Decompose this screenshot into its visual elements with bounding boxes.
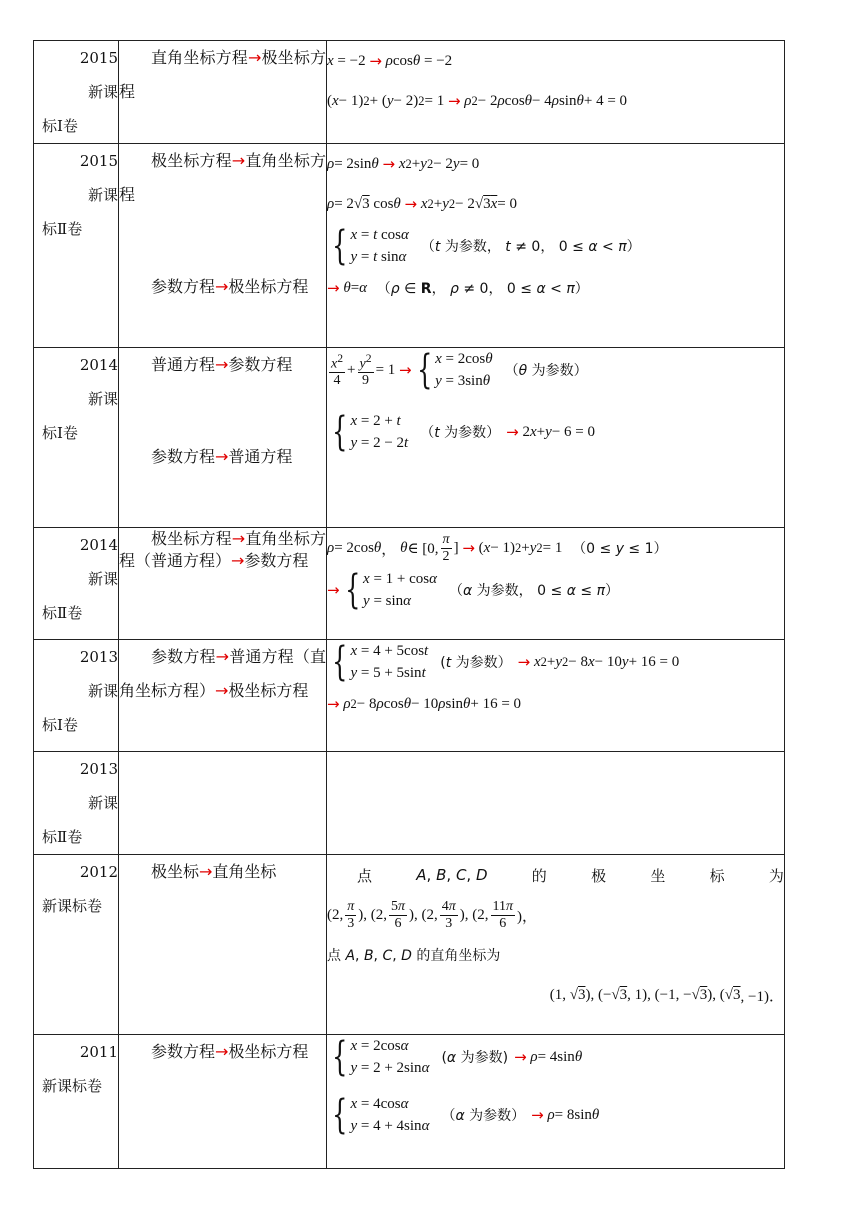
description-cell: [119, 144, 327, 348]
year-cell: 2014 新课 标Ⅱ卷: [34, 528, 119, 640]
comparison-table: [33, 40, 785, 1169]
table-row: [34, 348, 785, 528]
formula-cell: [327, 41, 785, 144]
conversion-label: 直角坐标方程→极坐标方程: [119, 48, 326, 101]
table-row: [34, 144, 785, 348]
formula-line: → { x = 1 + cosα y = sinα （α 为参数， 0 ≤ α ≤ π）: [327, 567, 619, 613]
formula-line: (2, $\frac{\pi}{3}$ ), (2, $\frac{5\pi}{6}$ ), (2, $\frac{4\pi}{3}$ ), (2, $\frac{11\pi}{6}$ )，: [327, 898, 538, 931]
conversion-label: 参数方程→普通方程: [151, 447, 293, 466]
description-cell: [119, 640, 327, 752]
description-cell: [119, 348, 327, 528]
description-cell: [119, 752, 327, 855]
formula-cell: [327, 144, 785, 348]
formula-line: ρ = 2cos θ ， θ ∈ [0, $\frac{\pi}{2}$ ] → ( x − 1) 2 + y 2 = 1 （0 ≤ y ≤ 1）: [327, 531, 668, 564]
description-cell: [119, 41, 327, 144]
formula-line: ( x − 1) 2 + ( y − 2) 2 = 1 → ρ 2 − 2 ρ cos θ − 4 ρ sin θ + 4 = 0: [327, 92, 628, 110]
formula-line: { x = 4cosα y = 4 + 4sinα （α 为参数） → ρ = 8sin θ: [332, 1092, 600, 1138]
formula-line: ρ = 2√ 3 cos θ → x 2 + y 2 − 2√ 3x = 0: [327, 195, 518, 213]
formula-cell: [327, 855, 785, 1035]
year-cell: 2012 新课标卷: [34, 855, 119, 1035]
formula-line: 点 A, B, C, D 的直角坐标为: [327, 948, 501, 964]
description-cell: [119, 855, 327, 1035]
formula-cell: [327, 640, 785, 752]
conversion-label: 参数方程→普通方程（直角坐标方程）→极坐标方程: [119, 647, 326, 700]
year-cell: 2013 新课 标Ⅱ卷: [34, 752, 119, 855]
conversion-label: 极坐标方程→直角坐标方程: [119, 151, 326, 204]
year-cell: 2011 新课标卷: [34, 1035, 119, 1169]
formula-cell: [327, 348, 785, 528]
table-row: [34, 1035, 785, 1169]
formula-line: { x = 2cosα y = 2 + 2sinα (α 为参数) → ρ = 4sin θ: [332, 1034, 583, 1080]
formula-line: → ρ 2 − 8 ρ cos θ − 10 ρ sin θ + 16 = 0: [327, 695, 522, 713]
year-cell: 2013 新课 标Ⅰ卷: [34, 640, 119, 752]
formula-cell: [327, 528, 785, 640]
conversion-label: 参数方程→极坐标方程: [151, 1042, 309, 1061]
formula-cell: [327, 1035, 785, 1169]
description-cell: [119, 528, 327, 640]
conversion-label: 参数方程→极坐标方程: [151, 277, 309, 296]
formula-line: { x = 4 + 5cost y = 5 + 5sint (t 为参数） → x 2 + y 2 − 8 x − 10 y + 16 = 0: [332, 639, 680, 685]
formula-line: → θ = α （ρ ∈ R， ρ ≠ 0， 0 ≤ α < π）: [327, 279, 589, 297]
formula-line: ρ = 2sin θ → x 2 + y 2 − 2 y = 0: [327, 155, 480, 173]
year-cell: 2014 新课 标Ⅰ卷: [34, 348, 119, 528]
formula-line: $\frac{x^2}{4}$ + $\frac{y^2}{9}$ = 1 → { x = 2cosθ y = 3sinθ （θ 为参数）: [331, 347, 588, 393]
formula-cell: [327, 752, 785, 855]
conversion-label: 极坐标方程→直角坐标方程（普通方程）→参数方程: [119, 529, 326, 570]
conversion-label: 极坐标→直角坐标: [151, 862, 277, 881]
conversion-label: 普通方程→参数方程: [151, 355, 293, 374]
formula-line: 点 A, B, C, D 的 极 坐 标 为: [357, 866, 784, 885]
formula-line: x = −2 → ρ cos θ = −2: [327, 52, 453, 70]
table-row: [34, 855, 785, 1035]
year-cell: 2015 新课 标Ⅰ卷: [34, 41, 119, 144]
formula-line: { x = t cosα y = t sinα （t 为参数， t ≠ 0， 0 ≤ α < π）: [332, 223, 641, 269]
formula-line: { x = 2 + t y = 2 − 2t （t 为参数） → 2 x + y − 6 = 0: [332, 409, 595, 455]
table-row: [34, 752, 785, 855]
formula-line: (1, √ 3 ), (−√ 3 , 1), (−1, −√ 3 ), (√ 3 , −1)．: [549, 986, 784, 1005]
description-cell: [119, 1035, 327, 1169]
table-row: [34, 528, 785, 640]
arrow-icon: →: [247, 48, 262, 67]
year-cell: 2015 新课 标Ⅱ卷: [34, 144, 119, 348]
table-row: [34, 41, 785, 144]
table-row: [34, 640, 785, 752]
